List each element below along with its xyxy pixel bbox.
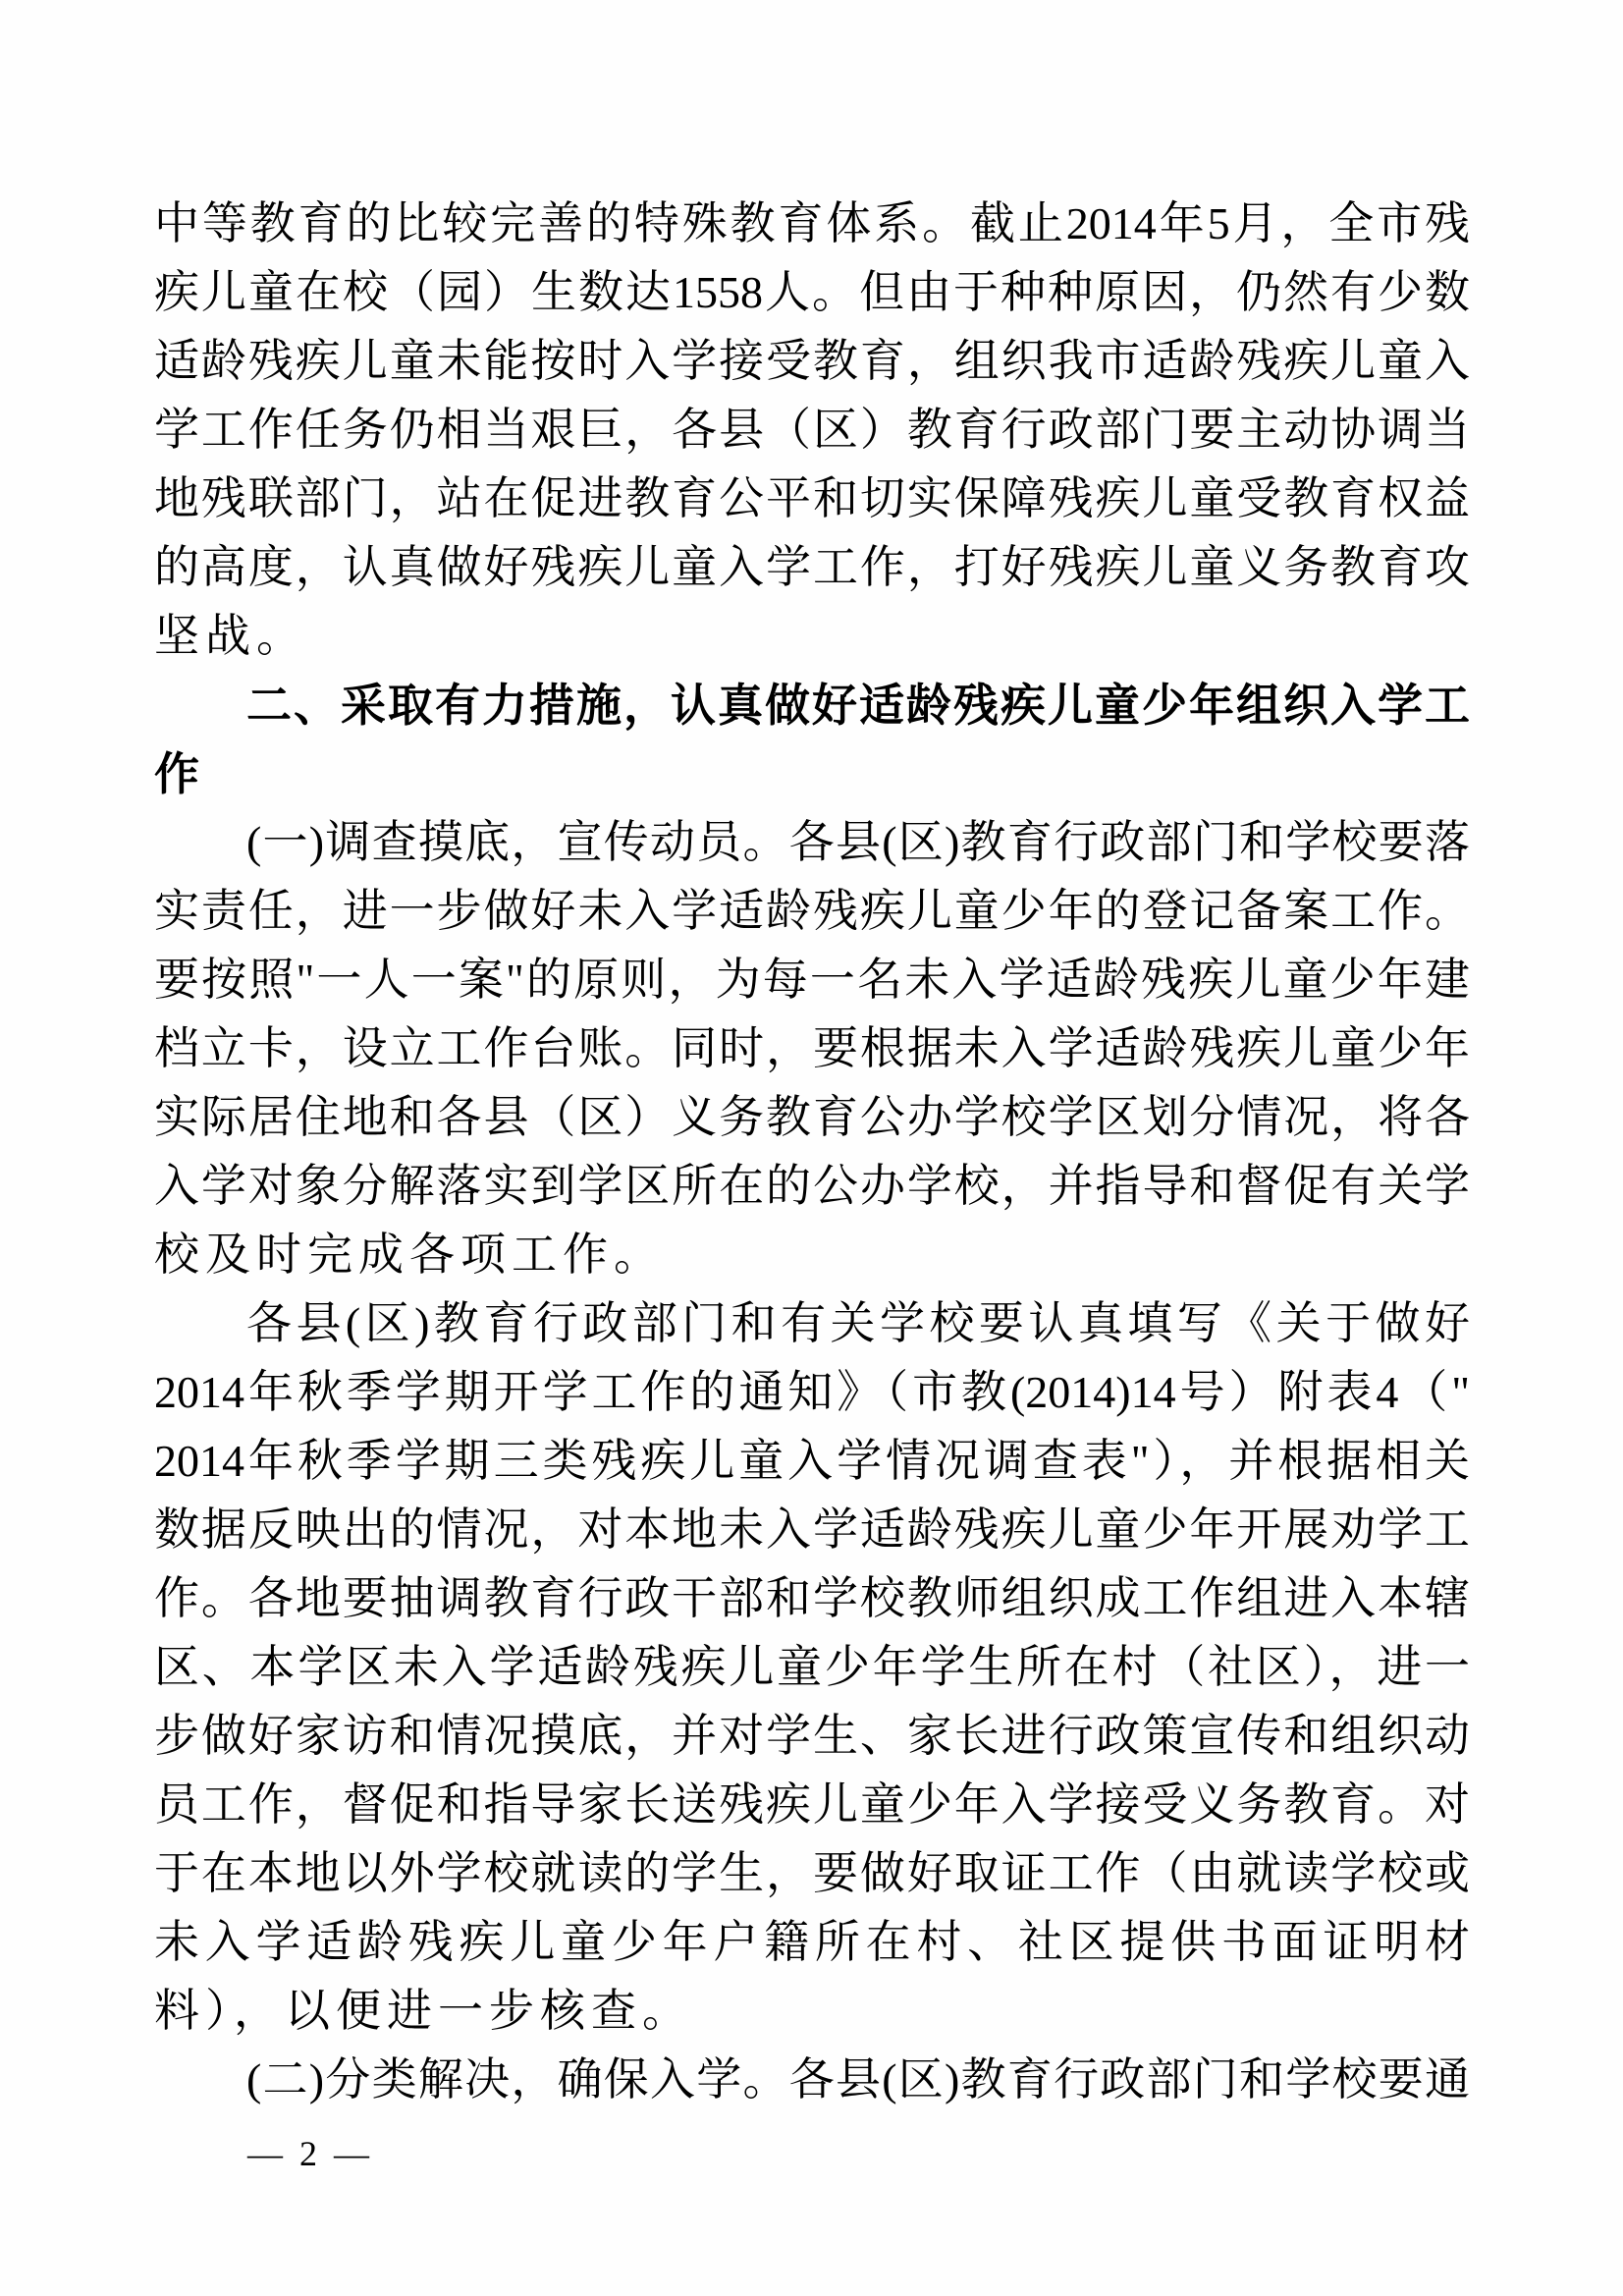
text-line: (一)调查摸底，宣传动员。各县(区)教育行政部门和学校要落 bbox=[246, 817, 1470, 867]
section-heading-line: 二、采取有力措施，认真做好适龄残疾儿童少年组织入学工 bbox=[246, 680, 1470, 731]
text-line: 地残联部门，站在促进教育公平和切实保障残疾儿童受教育权益 bbox=[154, 473, 1470, 523]
text-line: 校及时完成各项工作。 bbox=[154, 1230, 665, 1280]
text-line: 档立卡，设立工作台账。同时，要根据未入学适龄残疾儿童少年 bbox=[154, 1023, 1470, 1073]
text-line: 作。各地要抽调教育行政干部和学校教师组织成工作组进入本辖 bbox=[154, 1573, 1470, 1623]
text-line: (二)分类解决，确保入学。各县(区)教育行政部门和学校要通 bbox=[246, 2054, 1470, 2105]
text-line: 2014年秋季学期三类残疾儿童入学情况调查表"），并根据相关 bbox=[154, 1436, 1470, 1486]
text-line: 各县(区)教育行政部门和有关学校要认真填写《关于做好 bbox=[246, 1298, 1470, 1348]
text-line: 的高度，认真做好残疾儿童入学工作，打好残疾儿童义务教育攻 bbox=[154, 542, 1470, 592]
text-line: 步做好家访和情况摸底，并对学生、家长进行政策宣传和组织动 bbox=[154, 1711, 1470, 1761]
text-line: 员工作，督促和指导家长送残疾儿童少年入学接受义务教育。对 bbox=[154, 1779, 1470, 1830]
text-line: 入学对象分解落实到学区所在的公办学校，并指导和督促有关学 bbox=[154, 1161, 1470, 1211]
text-line: 疾儿童在校（园）生数达1558人。但由于种种原因，仍然有少数 bbox=[154, 267, 1470, 317]
text-line: 实责任，进一步做好未入学适龄残疾儿童少年的登记备案工作。 bbox=[154, 886, 1470, 936]
body-text bbox=[154, 190, 1470, 2114]
text-line: 实际居住地和各县（区）义务教育公办学校学区划分情况，将各 bbox=[154, 1092, 1470, 1142]
section-heading-line: 作 bbox=[154, 748, 205, 799]
text-line: 适龄残疾儿童未能按时入学接受教育，组织我市适龄残疾儿童入 bbox=[154, 336, 1470, 386]
text-line: 于在本地以外学校就读的学生，要做好取证工作（由就读学校或 bbox=[154, 1848, 1470, 1898]
text-line: 数据反映出的情况，对本地未入学适龄残疾儿童少年开展劝学工 bbox=[154, 1504, 1470, 1555]
text-line: 未入学适龄残疾儿童少年户籍所在村、社区提供书面证明材 bbox=[154, 1917, 1470, 1967]
text-line: 中等教育的比较完善的特殊教育体系。截止2014年5月，全市残 bbox=[154, 198, 1470, 248]
text-line: 区、本学区未入学适龄残疾儿童少年学生所在村（社区），进一 bbox=[154, 1642, 1470, 1692]
page-number: — 2 — bbox=[247, 2134, 373, 2173]
text-line: 料），以便进一步核查。 bbox=[154, 1986, 693, 2036]
text-line: 坚战。 bbox=[154, 611, 307, 661]
text-line: 学工作任务仍相当艰巨，各县（区）教育行政部门要主动协调当 bbox=[154, 405, 1470, 455]
text-line: 2014年秋季学期开学工作的通知》（市教(2014)14号）附表4（" bbox=[154, 1367, 1470, 1417]
text-line: 要按照"一人一案"的原则，为每一名未入学适龄残疾儿童少年建 bbox=[154, 955, 1470, 1005]
